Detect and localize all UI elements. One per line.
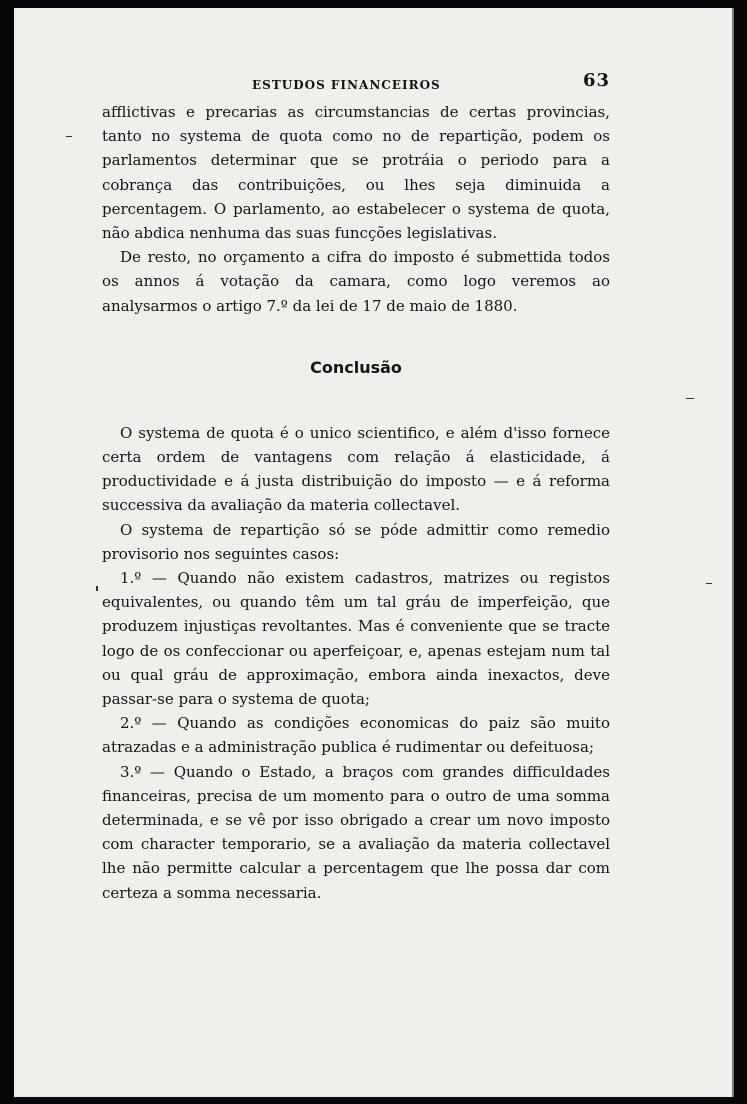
list-item: 3.º — Quando o Estado, a braços com grandes difficuldades financeiras, precisa de um momento para o outro de uma somma determinada, e se vê por isso obrigado a crear um novo imposto com character temporario, se a avaliação da materia collectavel lhe não permitte calcular a percentagem que lhe possa dar com certeza a somma necessaria. (102, 762, 610, 902)
page-number: 63 (582, 70, 610, 91)
margin-speck (66, 136, 72, 137)
paragraph: O systema de quota é o unico scientifico, e além d'isso fornece certa ordem de vantagens com relação á elasticidade, á productividade e á justa distribuição do imposto — e á reforma successiva da avaliação da materia collectavel. (102, 423, 610, 515)
margin-speck (96, 586, 98, 591)
margin-speck (686, 398, 694, 399)
book-page (14, 8, 734, 1097)
paragraph: afflictivas e precarias as circumstancias de certas provincias, tanto no systema de quota como no de repartição, podem os parlamentos determinar que se protráia o periodo para a cobrança das contribuições, ou lhes seja diminuida a percentagem. O parlamento, ao estabelecer o systema de quota, não abdica nenhuma das suas funcções legislativas. (102, 103, 610, 243)
list-item: 2.º — Quando as condições economicas do paiz são muito atrazadas e a administração publica é rudimentar ou defeituosa; (102, 714, 610, 757)
text-column (102, 66, 610, 905)
page-header (102, 66, 610, 100)
paragraph: De resto, no orçamento a cifra do imposto é submettida todos os annos á votação da camara, como logo veremos ao analysarmos o artigo 7.º da lei de 17 de maio de 1880. (102, 248, 610, 315)
margin-speck (706, 583, 712, 584)
section-heading: Conclusão (310, 357, 402, 377)
list-item: 1.º — Quando não existem cadastros, matrizes ou registos equivalentes, ou quando têm um tal gráu de imperfeição, que produzem injustiças revoltantes. Mas é conveniente que se tracte logo de os confeccionar ou aperfeiçoar, e, apenas estejam num tal ou qual gráu de approximação, embora ainda inexactos, deve passar-se para o systema de quota; (102, 569, 610, 709)
paragraph: O systema de repartição só se póde admittir como remedio provisorio nos seguintes casos: (102, 520, 610, 563)
running-title: ESTUDOS FINANCEIROS (252, 78, 441, 92)
